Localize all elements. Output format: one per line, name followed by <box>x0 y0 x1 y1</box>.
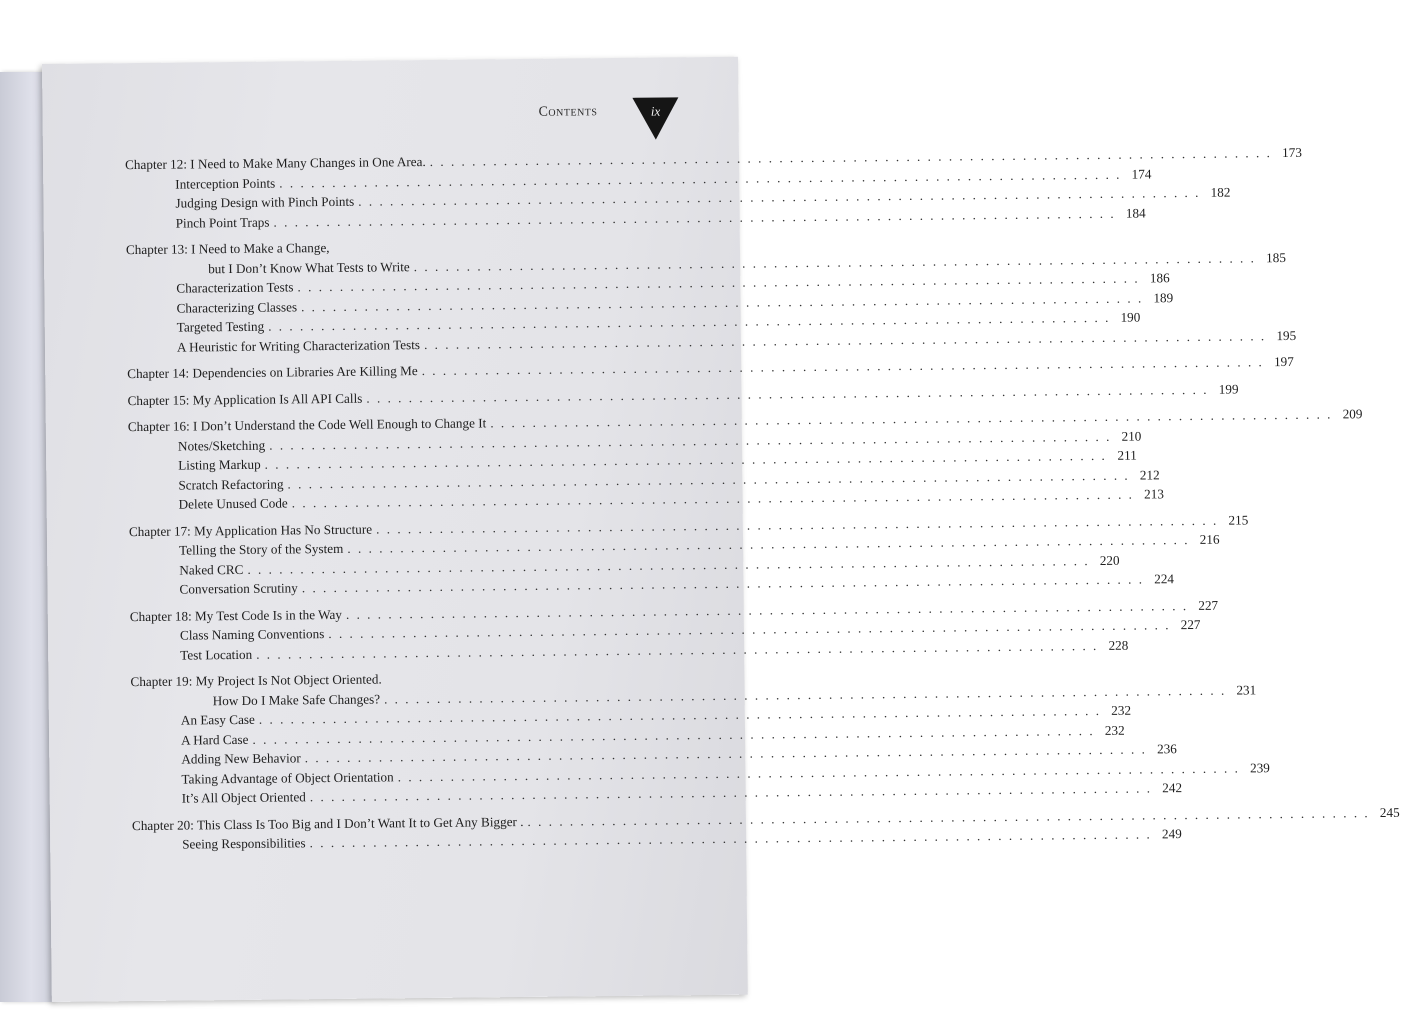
toc-section-entry <box>126 204 1146 234</box>
entry-page-number: 186 <box>1149 270 1170 286</box>
entry-page-number: 232 <box>1111 702 1132 718</box>
entry-title: Pinch Point Traps <box>175 214 270 231</box>
dot-leader: . . . . . . . . . . . . . . . . . . . . . . . . . . . . . . . . . . . . . . . . . . . . . . . . . . . . . . . . . . . . . . . . . . . . . . . . . . . . . . . . <box>328 617 1171 642</box>
dot-leader: . . . . . . . . . . . . . . . . . . . . . . . . . . . . . . . . . . . . . . . . . . . . . . . . . . . . . . . . . . . . . . . . . . . . . . . . . . . . . . . . <box>358 184 1201 209</box>
entry-page-number: 249 <box>1161 826 1182 842</box>
dot-leader: . . . . . . . . . . . . . . . . . . . . . . . . . . . . . . . . . . . . . . . . . . . . . . . . . . . . . . . . . . . . . . . . . . . . . . . . . . . . . . . . <box>376 512 1219 537</box>
entry-page-number: 189 <box>1153 289 1174 305</box>
toc-section-entry <box>129 571 1175 600</box>
running-head: Contents <box>538 104 598 120</box>
entry-title: Chapter 18: My Test Code Is in the Way <box>129 606 343 624</box>
entry-page-number: 239 <box>1249 759 1270 775</box>
entry-title: Listing Markup <box>178 456 261 473</box>
book-page <box>42 57 1400 1002</box>
entry-page-number: 210 <box>1121 428 1142 444</box>
entry-title: Delete Unused Code <box>178 495 288 512</box>
entry-page-number: 242 <box>1162 780 1183 796</box>
entry-title: Chapter 12: I Need to Make Many Changes in One Area. <box>124 153 426 173</box>
entry-title: Test Location <box>180 646 253 663</box>
entry-page-number: 212 <box>1139 466 1160 483</box>
dot-leader: . . . . . . . . . . . . . . . . . . . . . . . . . . . . . . . . . . . . . . . . . . . . . . . . . . . . . . . . . . . . . . . . . . . . . . . . . . . . . . . . <box>268 309 1111 334</box>
entry-page-number: 220 <box>1099 552 1120 568</box>
dot-leader: . . . . . . . . . . . . . . . . . . . . . . . . . . . . . . . . . . . . . . . . . . . . . . . . . . . . . . . . . . . . . . . . . . . . . . . . . . . . . . . . <box>309 826 1152 851</box>
entry-title: Judging Design with Pinch Points <box>175 193 355 211</box>
entry-page-number: 190 <box>1120 309 1141 325</box>
entry-page-number: 173 <box>1282 144 1302 161</box>
dot-leader: . . . . . . . . . . . . . . . . . . . . . . . . . . . . . . . . . . . . . . . . . . . . . . . . . . . . . . . . . . . . . . . . . . . . . . . . . . . . . . . . <box>297 270 1140 295</box>
dot-leader: . . . . . . . . . . . . . . . . . . . . . . . . . . . . . . . . . . . . . . . . . . . . . . . . . . . . . . . . . . . . . . . . . . . . . . . . . . . . . . . . <box>345 597 1189 622</box>
entry-title: but I Don’t Know What Tests to Write <box>208 258 410 276</box>
entry-page-number: 216 <box>1199 531 1220 547</box>
dot-leader: . . . . . . . . . . . . . . . . . . . . . . . . . . . . . . . . . . . . . . . . . . . . . . . . . . . . . . . . . . . . . . . . . . . . . . . . . . . . . . . . <box>301 571 1145 596</box>
entry-title: Chapter 14: Dependencies on Libraries Are Killing Me <box>127 363 418 382</box>
page-number: ix <box>650 103 661 119</box>
entry-title: An Easy Case <box>180 711 255 728</box>
entry-title: Chapter 15: My Application Is All API Calls <box>127 390 363 408</box>
page-number-tab <box>632 97 678 139</box>
entry-page-number: 195 <box>1276 327 1297 343</box>
entry-page-number: 232 <box>1104 722 1125 738</box>
entry-page-number: 197 <box>1273 353 1294 370</box>
toc-section-entry <box>132 826 1182 855</box>
dot-leader: . . . . . . . . . . . . . . . . . . . . . . . . . . . . . . . . . . . . . . . . . . . . . . . . . . . . . . . . . . . . . . . . . . . . . . . . . . . . . . . . <box>264 447 1107 472</box>
dot-leader: . . . . . . . . . . . . . . . . . . . . . . . . . . . . . . . . . . . . . . . . . . . . . . . . . . . . . . . . . . . . . . . . . . . . . . . . . . . . . . . . <box>397 759 1240 784</box>
table-of-contents <box>124 144 1400 854</box>
dot-leader: . . . . . . . . . . . . . . . . . . . . . . . . . . . . . . . . . . . . . . . . . . . . . . . . . . . . . . . . . . . . . . . . . . . . . . . . . . . . . . . . <box>273 205 1116 230</box>
entry-title: A Hard Case <box>181 731 249 748</box>
entry-title: Class Naming Conventions <box>179 626 325 643</box>
entry-page-number: 185 <box>1266 249 1286 265</box>
entry-page-number: 227 <box>1180 616 1201 633</box>
dot-leader: . . . . . . . . . . . . . . . . . . . . . . . . . . . . . . . . . . . . . . . . . . . . . . . . . . . . . . . . . . . . . . . . . . . . . . . . . . . . . . . . <box>279 166 1122 191</box>
dot-leader: . . . . . . . . . . . . . . . . . . . . . . . . . . . . . . . . . . . . . . . . . . . . . . . . . . . . . . . . . . . . . . . . . . . . . . . . . . . . . . . . <box>300 289 1144 314</box>
entry-title: Scratch Refactoring <box>178 475 284 493</box>
entry-title: Chapter 20: This Class Is Too Big and I Don’t Want It to Get Any Bigger . <box>131 813 524 833</box>
dot-leader: . . . . . . . . . . . . . . . . . . . . . . . . . . . . . . . . . . . . . . . . . . . . . . . . . . . . . . . . . . . . . . . . . . . . . . . . . . . . . . . . <box>429 145 1272 169</box>
toc-chapter-title-line: Chapter 13: I Need to Make a Change, <box>125 239 330 258</box>
entry-title: Conversation Scrutiny <box>179 580 298 597</box>
entry-page-number: 213 <box>1144 486 1164 502</box>
toc-chapter-title-line: Chapter 19: My Project Is Not Object Oriented. <box>130 671 382 690</box>
entry-page-number: 174 <box>1131 165 1152 182</box>
toc-section-entry <box>127 327 1297 358</box>
entry-title: Seeing Responsibilities <box>182 835 306 852</box>
toc-chapter-entry <box>127 353 1294 384</box>
dot-leader: . . . . . . . . . . . . . . . . . . . . . . . . . . . . . . . . . . . . . . . . . . . . . . . . . . . . . . . . . . . . . . . . . . . . . . . . . . . . . . . . <box>256 637 1099 662</box>
entry-title: Chapter 16: I Don’t Understand the Code Well Enough to Change It <box>127 415 487 435</box>
dot-leader: . . . . . . . . . . . . . . . . . . . . . . . . . . . . . . . . . . . . . . . . . . . . . . . . . . . . . . . . . . . . . . . . . . . . . . . . . . . . . . . . <box>304 741 1147 766</box>
dot-leader: . . . . . . . . . . . . . . . . . . . . . . . . . . . . . . . . . . . . . . . . . . . . . . . . . . . . . . . . . . . . . . . . . . . . . . . . . . . . . . . . <box>421 354 1264 379</box>
entry-page-number: 227 <box>1198 597 1219 613</box>
dot-leader: . . . . . . . . . . . . . . . . . . . . . . . . . . . . . . . . . . . . . . . . . . . . . . . . . . . . . . . . . . . . . . . . . . . . . . . . . . . . . . . . <box>258 702 1102 727</box>
entry-page-number: 209 <box>1342 406 1363 422</box>
entry-title: Characterization Tests <box>176 279 294 296</box>
entry-page-number: 224 <box>1154 571 1175 587</box>
entry-page-number: 228 <box>1108 637 1129 653</box>
entry-title: It’s All Object Oriented <box>181 789 306 806</box>
entry-page-number: 199 <box>1218 380 1239 397</box>
dot-leader: . . . . . . . . . . . . . . . . . . . . . . . . . . . . . . . . . . . . . . . . . . . . . . . . . . . . . . . . . . . . . . . . . . . . . . . . . . . . . . . . <box>309 780 1153 805</box>
entry-title: Adding New Behavior <box>181 750 301 767</box>
entry-title: Telling the Story of the System <box>179 540 344 558</box>
entry-page-number: 245 <box>1379 804 1400 820</box>
entry-title: How Do I Make Safe Changes? <box>212 690 381 708</box>
dot-leader: . . . . . . . . . . . . . . . . . . . . . . . . . . . . . . . . . . . . . . . . . . . . . . . . . . . . . . . . . . . . . . . . . . . . . . . . . . . . . . . . <box>269 428 1112 453</box>
entry-title: Chapter 17: My Application Has No Structure <box>128 521 373 539</box>
dot-leader: . . . . . . . . . . . . . . . . . . . . . . . . . . . . . . . . . . . . . . . . . . . . . . . . . . . . . . . . . . . . . . . . . . . . . . . . . . . . . . . . <box>423 327 1267 352</box>
entry-page-number: 231 <box>1236 681 1257 698</box>
entry-page-number: 211 <box>1117 447 1137 463</box>
dot-leader: . . . . . . . . . . . . . . . . . . . . . . . . . . . . . . . . . . . . . . . . . . . . . . . . . . . . . . . . . . . . . . . . . . . . . . . . . . . . . . . . <box>347 532 1190 556</box>
dot-leader: . . . . . . . . . . . . . . . . . . . . . . . . . . . . . . . . . . . . . . . . . . . . . . . . . . . . . . . . . . . . . . . . . . . . . . . . . . . . . . . . <box>287 467 1130 491</box>
entry-title: Notes/Sketching <box>177 437 266 454</box>
entry-title: Characterizing Classes <box>176 298 298 316</box>
toc-section-entry <box>132 780 1183 809</box>
dot-leader: . . . . . . . . . . . . . . . . . . . . . . . . . . . . . . . . . . . . . . . . . . . . . . . . . . . . . . . . . . . . . . . . . . . . . . . . . . . . . . . . <box>413 249 1256 274</box>
entry-title: A Heuristic for Writing Characterization Tests <box>176 336 421 355</box>
entry-page-number: 215 <box>1228 511 1249 528</box>
entry-title: Taking Advantage of Object Orientation <box>181 768 394 787</box>
entry-title: Interception Points <box>175 175 276 192</box>
entry-page-number: 184 <box>1125 204 1146 221</box>
toc-section-entry <box>129 486 1164 515</box>
entry-title: Naked CRC <box>179 561 244 578</box>
entry-page-number: 182 <box>1210 184 1231 200</box>
dot-leader: . . . . . . . . . . . . . . . . . . . . . . . . . . . . . . . . . . . . . . . . . . . . . . . . . . . . . . . . . . . . . . . . . . . . . . . . . . . . . . . . <box>490 406 1333 431</box>
dot-leader: . . . . . . . . . . . . . . . . . . . . . . . . . . . . . . . . . . . . . . . . . . . . . . . . . . . . . . . . . . . . . . . . . . . . . . . . . . . . . . . . <box>247 552 1090 577</box>
dot-leader: . . . . . . . . . . . . . . . . . . . . . . . . . . . . . . . . . . . . . . . . . . . . . . . . . . . . . . . . . . . . . . . . . . . . . . . . . . . . . . . . <box>527 804 1370 829</box>
toc-section-entry <box>130 637 1129 666</box>
entry-title: Targeted Testing <box>176 318 265 335</box>
dot-leader: . . . . . . . . . . . . . . . . . . . . . . . . . . . . . . . . . . . . . . . . . . . . . . . . . . . . . . . . . . . . . . . . . . . . . . . . . . . . . . . . <box>383 682 1227 706</box>
toc-chapter-entry <box>127 380 1239 411</box>
dot-leader: . . . . . . . . . . . . . . . . . . . . . . . . . . . . . . . . . . . . . . . . . . . . . . . . . . . . . . . . . . . . . . . . . . . . . . . . . . . . . . . . <box>291 486 1134 511</box>
dot-leader: . . . . . . . . . . . . . . . . . . . . . . . . . . . . . . . . . . . . . . . . . . . . . . . . . . . . . . . . . . . . . . . . . . . . . . . . . . . . . . . . <box>252 722 1095 747</box>
entry-page-number: 236 <box>1156 741 1177 757</box>
dot-leader: . . . . . . . . . . . . . . . . . . . . . . . . . . . . . . . . . . . . . . . . . . . . . . . . . . . . . . . . . . . . . . . . . . . . . . . . . . . . . . . . <box>366 381 1209 406</box>
